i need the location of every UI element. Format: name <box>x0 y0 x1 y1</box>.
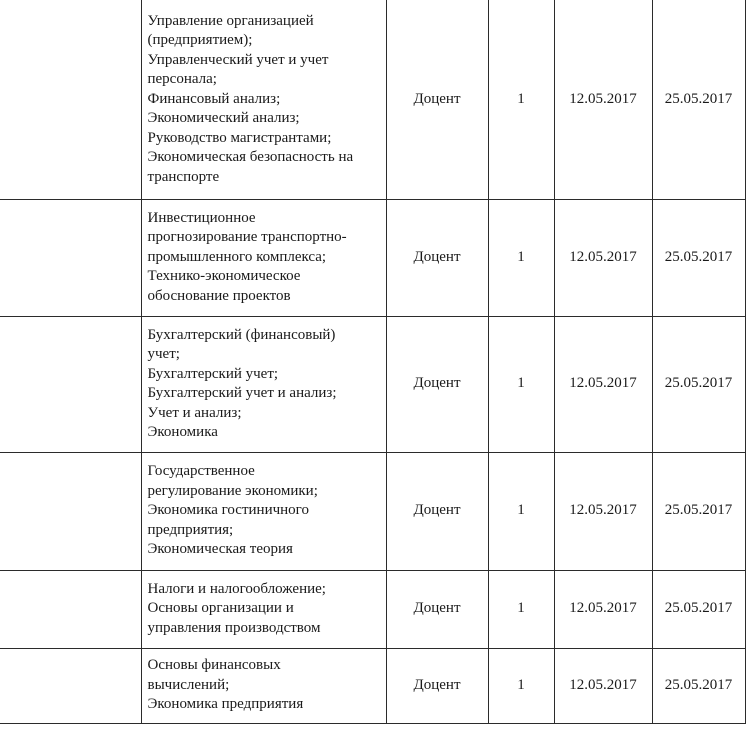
blank-cell <box>0 648 141 723</box>
disciplines-cell <box>141 199 386 316</box>
discipline-line: Экономический анализ; <box>147 110 300 126</box>
table-row <box>0 0 745 199</box>
discipline-line: Бухгалтерский учет и анализ; <box>147 385 337 401</box>
discipline-line: Финансовый анализ; <box>147 90 281 107</box>
discipline-line: обоснование проектов <box>147 287 291 304</box>
discipline-line: Экономика предприятия <box>147 696 304 713</box>
disciplines-cell <box>141 648 386 723</box>
discipline-line: Учет и анализ; <box>147 404 242 421</box>
discipline-line: промышленного комплекса; <box>147 248 327 265</box>
discipline-line: Основы финансовых <box>147 657 281 674</box>
disciplines-cell <box>141 316 386 452</box>
discipline-line: транспорте <box>147 168 220 185</box>
count-cell: 1 <box>488 316 554 452</box>
discipline-line: Руководство магистрантами; <box>147 129 332 146</box>
discipline-line: предприятия; <box>147 521 234 538</box>
discipline-line: Экономическая теория <box>147 541 293 558</box>
discipline-line: (предприятием); <box>147 32 253 48</box>
blank-cell <box>0 0 141 199</box>
table-row <box>0 452 745 570</box>
position-cell: Доцент <box>386 570 488 648</box>
discipline-line: Управление организацией <box>147 12 314 29</box>
discipline-line: прогнозирование транспортно- <box>147 229 347 246</box>
disciplines-cell <box>141 570 386 648</box>
blank-cell <box>0 452 141 570</box>
table-row <box>0 316 745 452</box>
start-date-cell: 12.05.2017 <box>554 452 652 570</box>
discipline-line: регулирование экономики; <box>147 482 318 499</box>
discipline-line: Бухгалтерский учет; <box>147 365 279 382</box>
discipline-line: вычислений; <box>147 676 230 693</box>
discipline-line: Экономика <box>147 424 218 440</box>
discipline-line: Управленческий учет и учет <box>147 51 329 68</box>
start-date-cell: 12.05.2017 <box>554 199 652 316</box>
discipline-line: Экономика гостиничного <box>147 502 309 519</box>
end-date-cell: 25.05.2017 <box>652 648 745 723</box>
end-date-cell: 25.05.2017 <box>652 452 745 570</box>
discipline-line: Бухгалтерский (финансовый) <box>147 326 336 343</box>
discipline-line: Экономическая безопасность на <box>147 149 354 165</box>
count-cell: 1 <box>488 648 554 723</box>
position-cell: Доцент <box>386 452 488 570</box>
end-date-cell: 25.05.2017 <box>652 316 745 452</box>
disciplines-cell <box>141 452 386 570</box>
position-cell: Доцент <box>386 316 488 452</box>
discipline-line: Налоги и налогообложение; <box>147 580 326 597</box>
discipline-line: Инвестиционное <box>147 209 256 226</box>
discipline-line: учет; <box>147 346 180 362</box>
table-row <box>0 199 745 316</box>
blank-cell <box>0 316 141 452</box>
disciplines-cell <box>141 0 386 199</box>
end-date-cell: 25.05.2017 <box>652 570 745 648</box>
discipline-line: персонала; <box>147 71 217 87</box>
count-cell: 1 <box>488 452 554 570</box>
table-row <box>0 570 745 648</box>
discipline-line: Технико-экономическое <box>147 268 301 285</box>
end-date-cell: 25.05.2017 <box>652 199 745 316</box>
start-date-cell: 12.05.2017 <box>554 0 652 199</box>
blank-cell <box>0 570 141 648</box>
count-cell: 1 <box>488 570 554 648</box>
start-date-cell: 12.05.2017 <box>554 316 652 452</box>
discipline-line: Основы организации и <box>147 600 294 617</box>
count-cell: 1 <box>488 199 554 316</box>
discipline-line: управления производством <box>147 619 321 636</box>
start-date-cell: 12.05.2017 <box>554 570 652 648</box>
blank-cell <box>0 199 141 316</box>
end-date-cell: 25.05.2017 <box>652 0 745 199</box>
start-date-cell: 12.05.2017 <box>554 648 652 723</box>
table-row <box>0 648 745 723</box>
count-cell: 1 <box>488 0 554 199</box>
position-cell: Доцент <box>386 199 488 316</box>
discipline-line: Государственное <box>147 463 255 480</box>
position-cell: Доцент <box>386 648 488 723</box>
position-cell: Доцент <box>386 0 488 199</box>
